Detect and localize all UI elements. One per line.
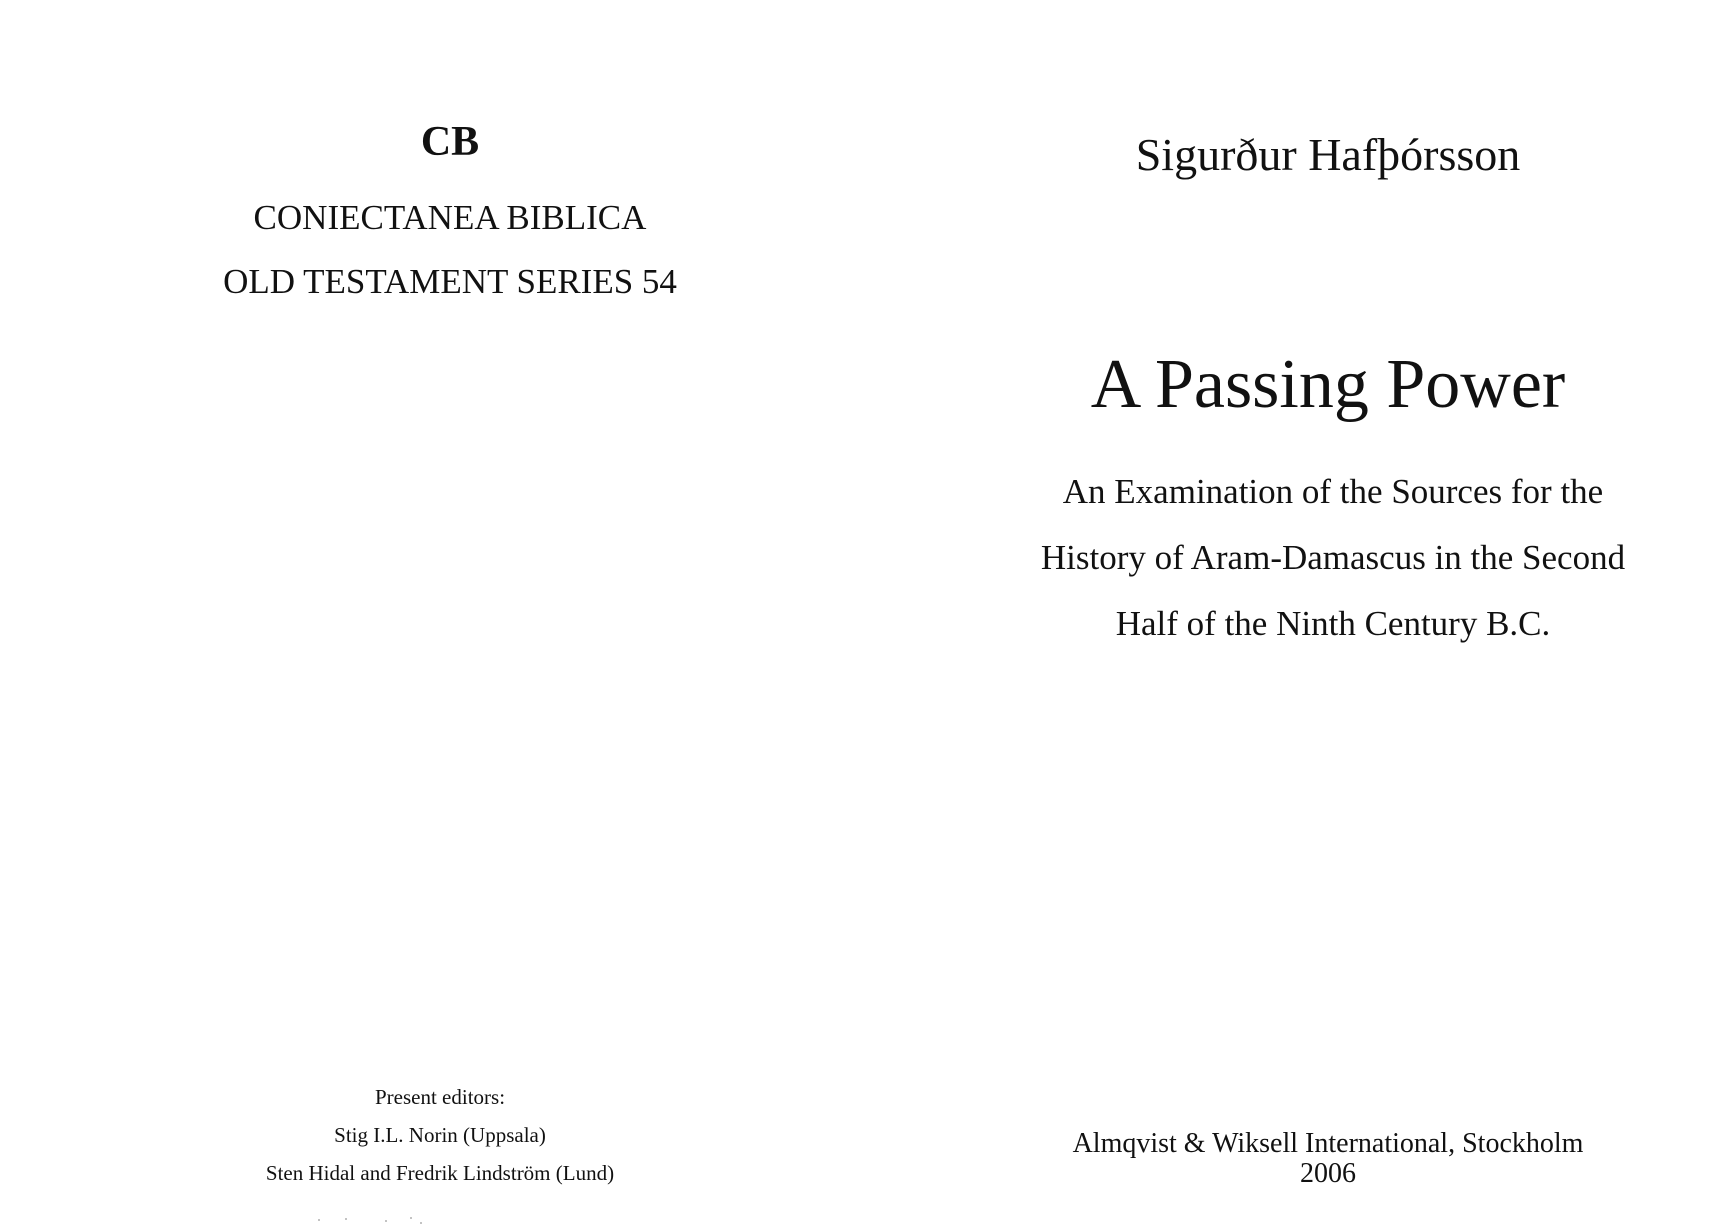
- subtitle-line: Half of the Ninth Century B.C.: [1115, 604, 1551, 643]
- subtitle-line: History of Aram-Damascus in the Second: [1040, 538, 1626, 577]
- editor-line: Stig I.L. Norin (Uppsala): [334, 1123, 546, 1147]
- series-subtitle: OLD TESTAMENT SERIES 54: [223, 262, 677, 301]
- scan-speck: [410, 1217, 412, 1219]
- subtitle-line: An Examination of the Sources for the: [1062, 472, 1604, 511]
- series-abbreviation: CB: [420, 119, 480, 165]
- editor-line: Sten Hidal and Fredrik Lindström (Lund): [265, 1161, 615, 1185]
- scan-speck: [318, 1219, 320, 1221]
- author-name: Sigurður Hafþórsson: [1135, 129, 1521, 180]
- series-name: CONIECTANEA BIBLICA: [253, 198, 647, 237]
- book-title: A Passing Power: [1090, 346, 1566, 423]
- scan-speck: [345, 1218, 347, 1220]
- title-page: [900, 0, 1716, 1232]
- editors-heading: Present editors:: [374, 1085, 506, 1109]
- scan-speck: [385, 1220, 387, 1222]
- scan-speck: [420, 1222, 422, 1224]
- publication-year: 2006: [1300, 1158, 1356, 1189]
- publisher: Almqvist & Wiksell International, Stockholm: [1072, 1128, 1584, 1159]
